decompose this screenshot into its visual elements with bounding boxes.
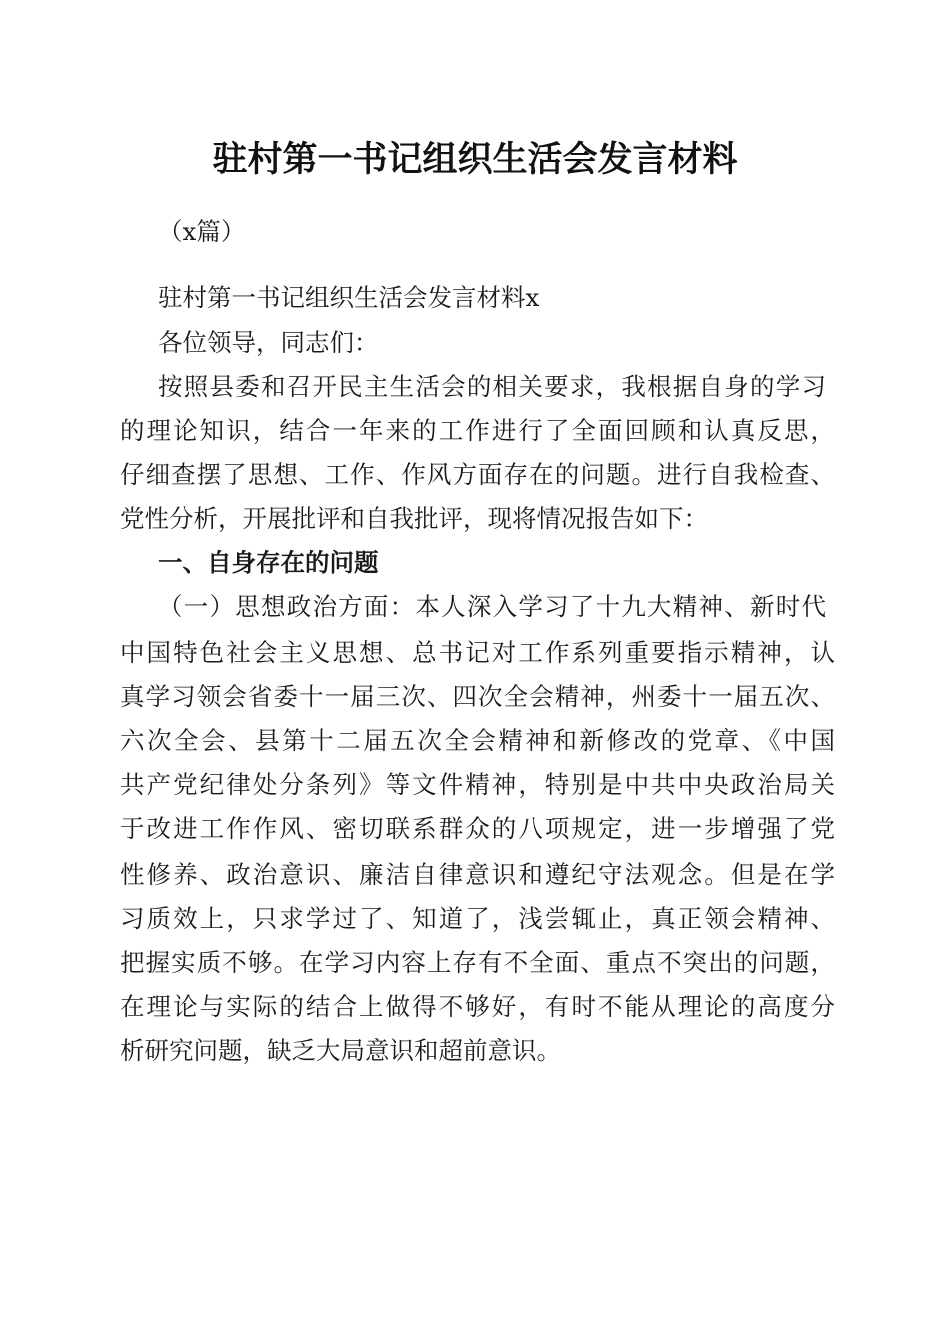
paragraph-line: 于改进工作作风、密切联系群众的八项规定，进一步增强了党 bbox=[120, 814, 835, 843]
paragraph-line: 共产党纪律处分条列》等文件精神，特别是中共中央政治局关 bbox=[120, 770, 835, 799]
paragraph-line: 把握实质不够。在学习内容上存有不全面、重点不突出的问题， bbox=[120, 948, 835, 977]
paragraph-line: 在理论与实际的结合上做得不够好，有时不能从理论的高度分 bbox=[120, 992, 835, 1021]
paragraph-line: 习质效上，只求学过了、知道了，浅尝辄止，真正领会精神、 bbox=[120, 904, 835, 933]
paragraph-line: 性修养、政治意识、廉洁自律意识和遵纪守法观念。但是在学 bbox=[120, 860, 835, 889]
paragraph-line: 六次全会、县第十二届五次全会精神和新修改的党章、《中国 bbox=[120, 726, 835, 755]
paragraph-line: 真学习领会省委十一届三次、四次全会精神，州委十一届五次、 bbox=[120, 682, 835, 711]
paragraph-line: 的理论知识，结合一年来的工作进行了全面回顾和认真反思， bbox=[120, 416, 835, 445]
paragraph-line: 中国特色社会主义思想、总书记对工作系列重要指示精神，认 bbox=[120, 638, 835, 667]
paragraph-line: 党性分析，开展批评和自我批评，现将情况报告如下： bbox=[120, 504, 708, 533]
paragraph-line: 按照县委和召开民主生活会的相关要求，我根据自身的学习 bbox=[158, 372, 826, 401]
salutation: 各位领导，同志们： bbox=[158, 328, 379, 357]
chapter-note: （x篇） bbox=[158, 217, 246, 246]
paragraph-line: 析研究问题，缺乏大局意识和超前意识。 bbox=[120, 1036, 561, 1065]
paragraph-line: 仔细查摆了思想、工作、作风方面存在的问题。进行自我检查、 bbox=[120, 460, 835, 489]
subtitle-line: 驻村第一书记组织生活会发言材料x bbox=[158, 283, 540, 312]
section-heading: 一、自身存在的问题 bbox=[158, 548, 379, 577]
paragraph-line: （一）思想政治方面：本人深入学习了十九大精神、新时代 bbox=[158, 592, 826, 621]
document-title: 驻村第一书记组织生活会发言材料 bbox=[212, 139, 738, 180]
